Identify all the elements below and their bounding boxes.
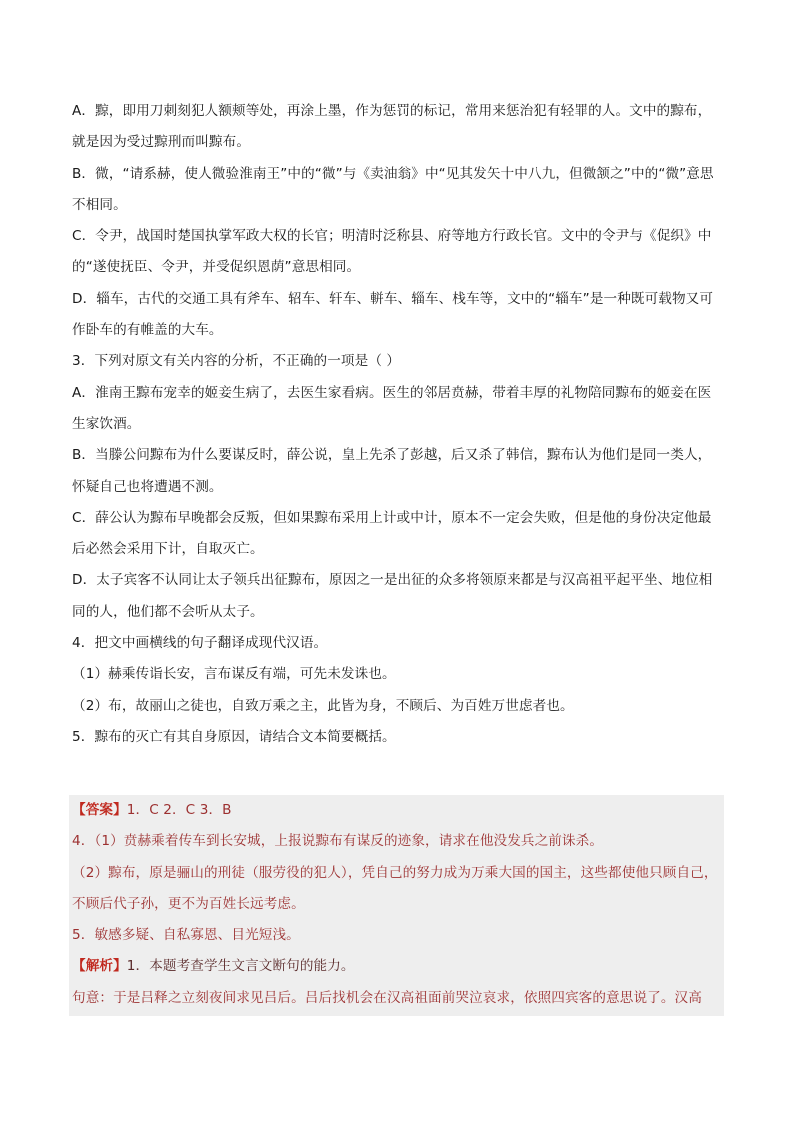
answer-key-line — [69, 795, 724, 826]
question-4-stem: 4．把文中画横线的句子翻译成现代汉语。 — [72, 635, 328, 652]
option-line: D．太子宾客不认同让太子领兵出征黥布，原因之一是出征的众多将领原来都是与汉高祖平起平坐、地位相 — [72, 572, 713, 589]
option-line: 同的人，他们都不会听从太子。 — [72, 603, 264, 620]
option-line: 生家饮酒。 — [72, 415, 141, 432]
analysis-text-line: 句意：于是吕释之立刻夜间求见吕后。吕后找机会在汉高祖面前哭泣哀求，依照四宾客的意思说了。汉高 — [72, 989, 702, 1006]
option-line: 作卧车的有帷盖的大车。 — [72, 322, 223, 339]
option-line: A．黥，即用刀刺刻犯人额颊等处，再涂上墨，作为惩罚的标记，常用来惩治犯有轻罪的人。文中的黥布， — [72, 103, 712, 119]
answer-line: （2）黥布，原是骊山的刑徒（服劳役的犯人），凭自己的努力成为万乘大国的国主，这些都使他只顾自己， — [72, 864, 718, 881]
option-line: B．微，“请系赫，使人微验淮南王”中的“微”与《卖油翁》中“见其发矢十中八九，但微颔之”中的“微”意思 — [72, 165, 714, 182]
option-line: 的“遂使抚臣、令尹，并受促织恩荫”意思相同。 — [72, 259, 361, 276]
question-5-stem: 5．黥布的灭亡有其自身原因，请结合文本简要概括。 — [72, 728, 396, 745]
option-line: B．当滕公问黥布为什么要谋反时，薛公说，皇上先杀了彭越，后又杀了韩信，黥布认为他们是同一类人， — [72, 447, 712, 464]
answer-line: 5．敏感多疑、自私寡恩、目光短浅。 — [72, 927, 300, 944]
translation-sentence-2: （2）布，故丽山之徒也，自致万乘之主，此皆为身，不顾后、为百姓万世虑者也。 — [72, 697, 574, 714]
question-3-stem: 3．下列对原文有关内容的分析，不正确的一项是（ ） — [72, 353, 401, 370]
answer-tag: 【答案】 — [72, 802, 127, 818]
option-line: C．令尹，战国时楚国执掌军政大权的长官；明清时泛称县、府等地方行政长官。文中的令尹与《促织》中 — [72, 228, 712, 245]
option-line: 就是因为受过黥刑而叫黥布。 — [72, 134, 251, 151]
option-line: 不相同。 — [72, 196, 127, 213]
option-line: A．淮南王黥布宠幸的姬妾生病了，去医生家看病。医生的邻居贲赫，带着丰厚的礼物陪同黥布的姬妾在医 — [72, 384, 712, 401]
question-section — [72, 96, 728, 753]
analysis-first-text: 1．本题考查学生文言文断句的能力。 — [126, 958, 355, 975]
option-line: 后必然会采用下计，自取灭亡。 — [72, 541, 264, 558]
option-line: 怀疑自己也将遭遇不测。 — [72, 478, 223, 495]
translation-sentence-1: （1）赫乘传诣长安，言布谋反有端，可先未发诛也。 — [72, 666, 396, 683]
analysis-line — [69, 951, 724, 982]
answer-key-values: 1．C 2．C 3．B — [126, 802, 232, 818]
analysis-tag: 【解析】 — [72, 958, 127, 975]
answer-line: 4．（1）贲赫乘着传车到长安城，上报说黥布有谋反的迹象，请求在他没发兵之前诛杀。 — [72, 833, 604, 850]
option-line: C．薛公认为黥布早晚都会反叛，但如果黥布采用上计或中计，原本不一定会失败，但是他的身份决定他最 — [72, 509, 712, 526]
answer-line: 不顾后代子孙，更不为百姓长远考虑。 — [72, 895, 305, 912]
option-line: D．辎车，古代的交通工具有斧车、轺车、轩车、軿车、辎车、栈车等，文中的“辎车”是一种既可载物又可 — [72, 290, 714, 307]
answer-section — [69, 795, 724, 1016]
